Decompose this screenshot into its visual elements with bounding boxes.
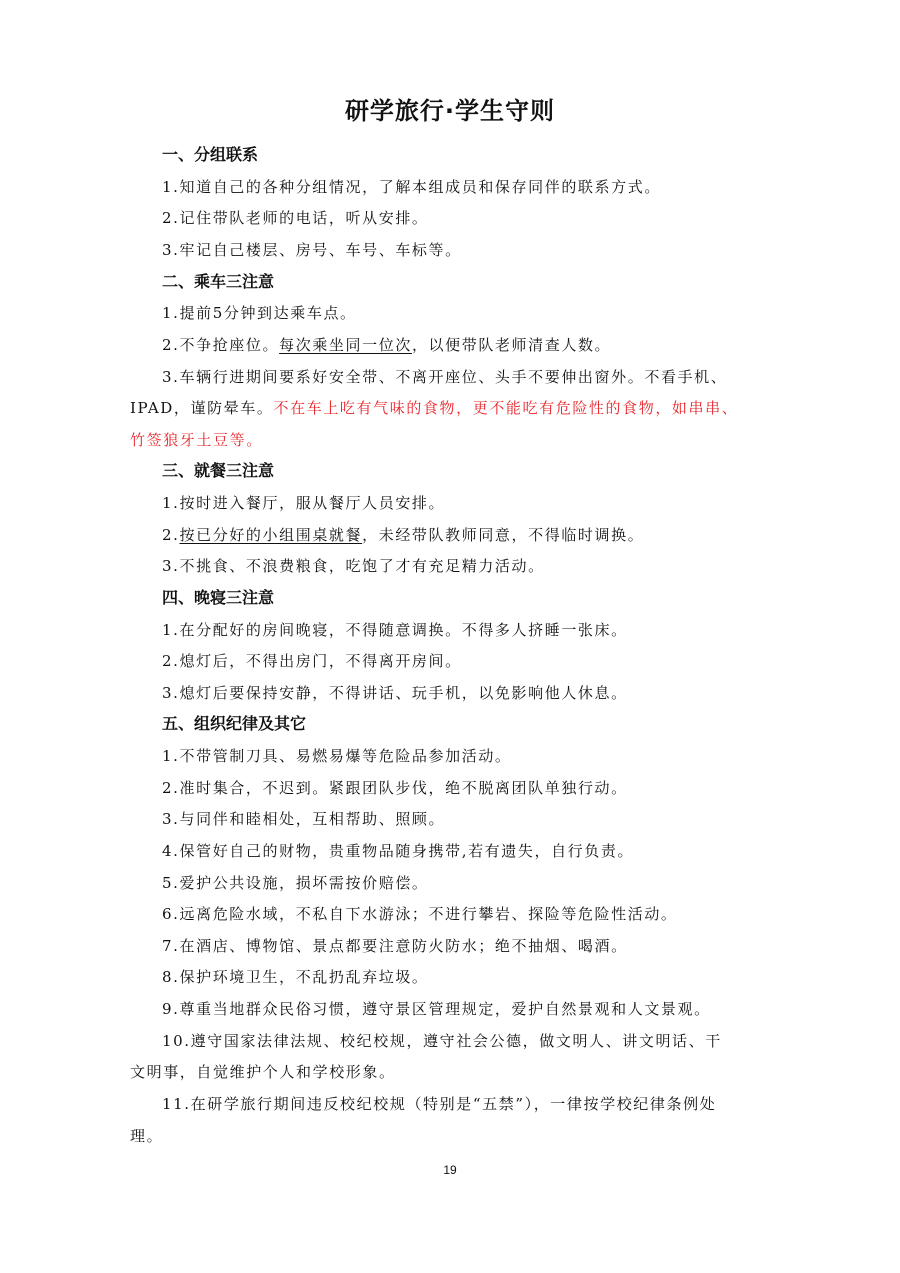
rule-item: 6.远离危险水域，不私自下水游泳；不进行攀岩、探险等危险性活动。 [162,905,678,923]
rule-text: ，以便带队老师清查人数。 [411,336,612,354]
rule-item: 3.不挑食、不浪费粮食，吃饱了才有充足精力活动。 [162,557,545,575]
rule-item: 3.熄灯后要保持安静，不得讲话、玩手机，以免影响他人休息。 [162,684,628,702]
rule-item: 5.爱护公共设施，损坏需按价赔偿。 [162,874,429,892]
rule-text: ，未经带队教师同意，不得临时调换。 [362,526,645,544]
section-heading: 一、分组联系 [162,145,259,164]
rule-item: 3.车辆行进期间要系好安全带、不离开座位、头手不要伸出窗外。不看手机、 [162,368,728,386]
rule-item: 2.准时集合，不迟到。紧跟团队步伐，绝不脱离团队单独行动。 [162,779,628,797]
rule-item: 2.记住带队老师的电话，听从安排。 [162,209,429,227]
section-heading: 四、晚寝三注意 [162,588,275,607]
rule-text: 2.不争抢座位。 [162,336,280,354]
rule-item: 4.保管好自己的财物，贵重物品随身携带,若有遗失，自行负责。 [162,842,635,860]
rule-item: 1.知道自己的各种分组情况，了解本组成员和保存同伴的联系方式。 [162,178,661,196]
rule-item: 11.在研学旅行期间违反校纪校规（特别是“五禁”），一律按学校纪律条例处 [162,1095,717,1113]
rule-item: 10.遵守国家法律法规、校纪校规，遵守社会公德，做文明人、讲文明话、干 [162,1032,722,1050]
section-heading: 三、就餐三注意 [162,461,275,480]
rule-item [162,333,611,357]
document-title: 研学旅行·学生守则 [344,97,556,125]
section-heading: 二、乘车三注意 [162,272,275,291]
rule-item: 8.保护环境卫生，不乱扔乱弃垃圾。 [162,968,429,986]
red-warning-text: 竹签狼牙土豆等。 [130,431,263,449]
rule-item: 3.与同伴和睦相处，互相帮助、照顾。 [162,810,446,828]
rule-item [162,523,644,547]
underlined-emphasis: 每次乘坐同一位次 [279,336,412,354]
rule-text: IPAD，谨防晕车。 [130,399,274,417]
rule-item: 1.提前5分钟到达乘车点。 [162,304,357,322]
rule-item: 1.不带管制刀具、易燃易爆等危险品参加活动。 [162,747,512,765]
rule-item: 1.在分配好的房间晚寝，不得随意调换。不得多人挤睡一张床。 [162,621,628,639]
rule-text: 2. [162,526,180,544]
rule-item: 9.尊重当地群众民俗习惯，遵守景区管理规定，爱护自然景观和人文景观。 [162,1000,711,1018]
rule-item: 2.熄灯后，不得出房门，不得离开房间。 [162,652,462,670]
rule-item-continuation: 理。 [130,1127,164,1145]
section-heading: 五、组织纪律及其它 [162,714,307,733]
page-number: 19 [443,1163,457,1177]
rule-item: 7.在酒店、博物馆、景点都要注意防火防水；绝不抽烟、喝酒。 [162,937,628,955]
rule-item: 3.牢记自己楼层、房号、车号、车标等。 [162,241,462,259]
rule-item-continuation: 文明事，自觉维护个人和学校形象。 [130,1063,396,1081]
rule-item-continuation [130,396,738,420]
rule-item: 1.按时进入餐厅，服从餐厅人员安排。 [162,494,446,512]
underlined-emphasis: 按已分好的小组围桌就餐 [179,526,363,544]
red-warning-text: 不在车上吃有气味的食物，更不能吃有危险性的食物，如串串、 [273,399,739,417]
